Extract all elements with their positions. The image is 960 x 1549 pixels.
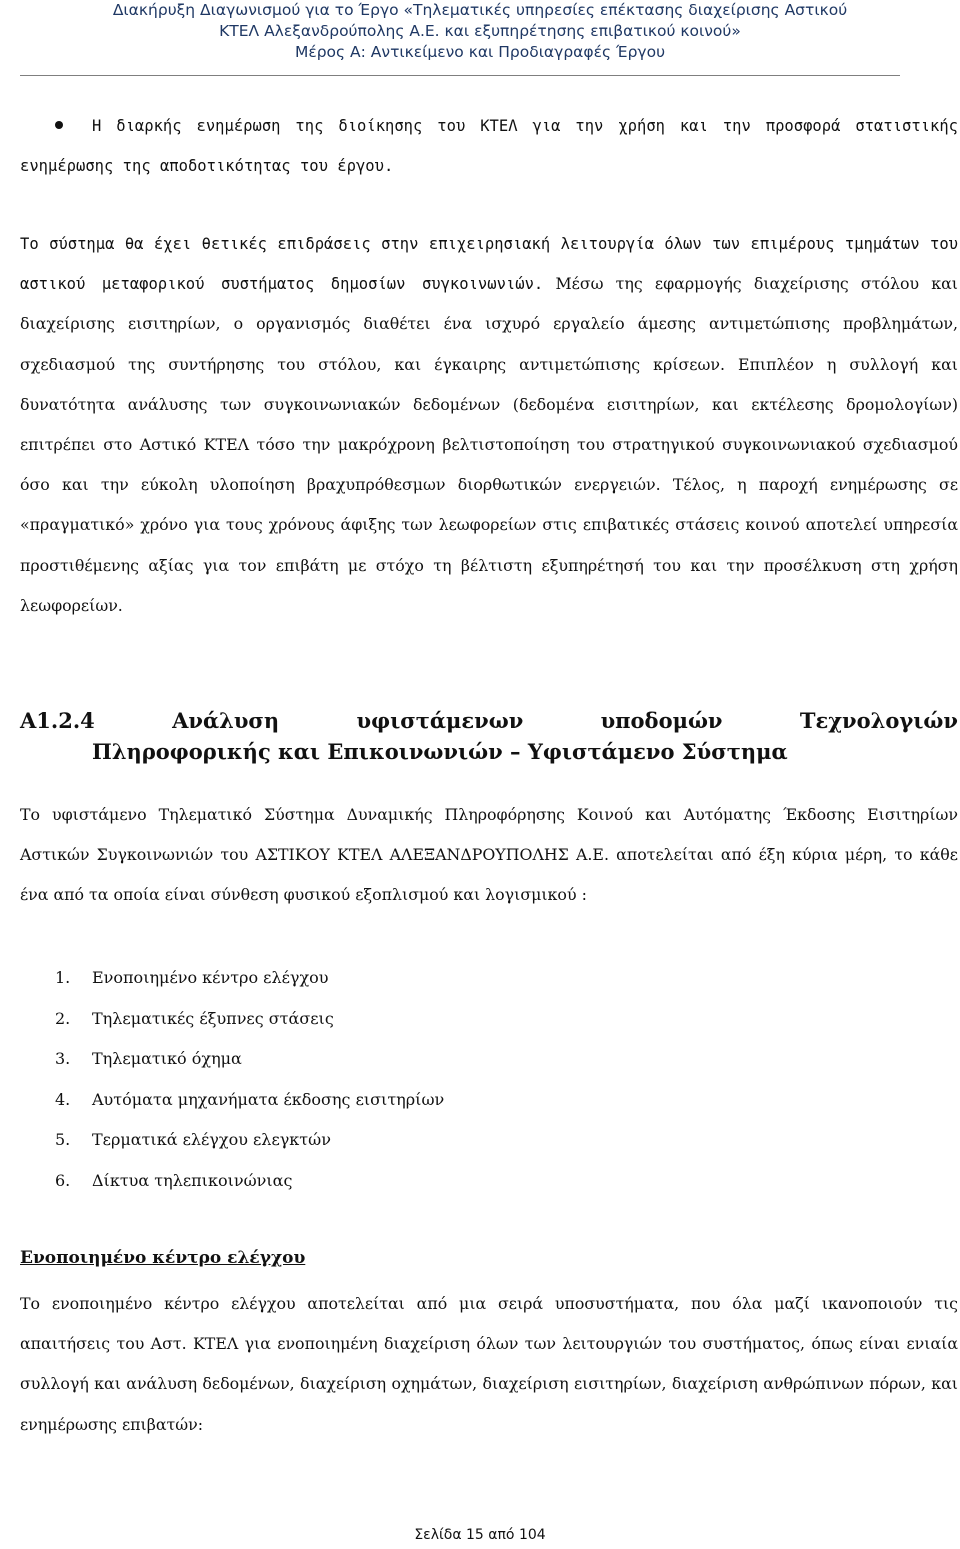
document-header (0, 0, 960, 63)
list-item-number: 3. (55, 1049, 71, 1068)
list-item-number: 2. (55, 1008, 71, 1028)
section-heading (20, 705, 958, 767)
list-item-label: Ενοποιημένο κέντρο ελέγχου (92, 968, 329, 987)
section-heading-word-4: Τεχνολογιών (799, 708, 958, 733)
page-number: Σελίδα 15 από 104 (414, 1527, 546, 1543)
section-heading-word-1: Ανάλυση (172, 708, 280, 733)
list-item-label: Τηλεματικό όχημα (92, 1049, 242, 1068)
list-item-number: 1. (55, 968, 71, 987)
section-heading-word-3: υποδομών (600, 708, 723, 733)
section-number: Α1.2.4 (20, 708, 95, 733)
section-heading-word-2: υφιστάμενων (356, 708, 524, 733)
bullet-icon (55, 121, 63, 129)
subsection-title: Ενοποιημένο κέντρο ελέγχου (20, 1248, 306, 1268)
list-item-label: Αυτόματα μηχανήματα έκδοσης εισιτηρίων (92, 1089, 445, 1109)
components-list (55, 958, 855, 1201)
list-item-number: 5. (55, 1130, 71, 1149)
list-item (55, 1039, 855, 1080)
list-item (55, 1080, 855, 1121)
header-divider (20, 75, 900, 76)
paragraph-system-effects-part1: Το σύστημα θα έχει θετικές επιδράσεις στην επιχειρησιακή λειτουργία όλων των επιμέρους τμημάτων του αστικού μεταφορικού συστήματος δημοσίων συγκοινωνιών. (20, 235, 958, 294)
bullet-item (20, 106, 958, 186)
paragraph-system-effects-part3: Επιπλέον η συλλογή και δυνατότητα ανάλυσης των συγκοινωνιακών δεδομένων (δεδομένα εισιτηρίων, και εκτέλεσης δρομολογίων) επιτρέπει στο Αστικό ΚΤΕΛ τόσο την μακρόχρονη βελτιστοποίηση του στρατηγικού συγκοινωνιακού σχεδιασμού όσο και την εύκολη υλοποίηση βραχυπρόθεσμων διορθωτικών ενεργειών. Τέλος, η παροχή ενημέρωσης σε «πραγματικό» χρόνο για τους χρόνους άφιξης των λεωφορείων στις επιβατικές στάσεις κοινού αποτελεί υπηρεσία προστιθέμενης αξίας για τον επιβάτη με στόχο τη βέλτιστη εξυπηρέτησή του και την προσέλκυση στη χρήση λεωφορείων. (20, 354, 958, 615)
header-line-2: ΚΤΕΛ Αλεξανδρούπολης Α.Ε. και εξυπηρέτησης επιβατικού κοινού» (219, 22, 741, 40)
bullet-text: Η διαρκής ενημέρωση της διοίκησης του ΚΤΕΛ για την χρήση και την προσφορά στατιστικής ενημέρωσης της αποδοτικότητας του έργου. (20, 117, 958, 175)
list-item-number: 6. (55, 1170, 71, 1190)
section-heading-line-1 (20, 705, 958, 736)
list-item (55, 999, 855, 1040)
list-item (55, 1120, 855, 1161)
header-line-3: Μέρος Α: Αντικείμενο και Προδιαγραφές Έργου (294, 43, 666, 61)
list-item-label: Τερματικά ελέγχου ελεγκτών (92, 1130, 331, 1149)
header-line-1: Διακήρυξη Διαγωνισμού για το Έργο «Τηλεματικές υπηρεσίες επέκτασης διαχείρισης Αστικού (112, 1, 848, 19)
section-heading-line-2: Πληροφορικής και Επικοινωνιών – Υφιστάμενο Σύστημα (92, 739, 788, 764)
list-item (55, 1161, 855, 1202)
list-item-number: 4. (55, 1089, 71, 1109)
paragraph-system-effects (20, 224, 958, 626)
list-item-label: Τηλεματικές έξυπνες στάσεις (92, 1008, 334, 1028)
paragraph-system-effects-part2: Μέσω της εφαρμογής διαχείρισης στόλου και διαχείρισης εισιτηρίων, ο οργανισμός διαθέτει ένα ισχυρό εργαλείο άμεσης αντιμετώπισης προβλημάτων, σχεδιασμού της συντήρησης του στόλου, και έγκαιρης αντιμετώπισης κρίσεων. (20, 274, 959, 374)
list-item (55, 958, 855, 999)
list-item-label: Δίκτυα τηλεπικοινώνιας (92, 1170, 293, 1190)
paragraph-existing-system: Το υφιστάμενο Τηλεματικό Σύστημα Δυναμικής Πληροφόρησης Κοινού και Αυτόματης Έκδοσης Εισιτηρίων Αστικών Συγκοινωνιών του ΑΣΤΙΚΟΥ ΚΤΕΛ ΑΛΕΞΑΝΔΡΟΥΠΟΛΗΣ Α.Ε. αποτελείται από έξη κύρια μέρη, το κάθε ένα από τα οποία είναι σύνθεση φυσικού εξοπλισμού και λογισμικού : (20, 805, 958, 905)
paragraph-control-center: Το ενοποιημένο κέντρο ελέγχου αποτελείται από μια σειρά υποσυστήματα, που όλα μαζί ικανοποιούν τις απαιτήσεις του Αστ. ΚΤΕΛ για ενοποιημένη διαχείριση όλων των λειτουργιών του συστήματος, όπως είναι ενιαία συλλογή και ανάλυση δεδομένων, διαχείριση οχημάτων, διαχείριση εισιτηρίων, διαχείριση ανθρώπινων πόρων, και ενημέρωσης επιβατών: (20, 1294, 958, 1434)
